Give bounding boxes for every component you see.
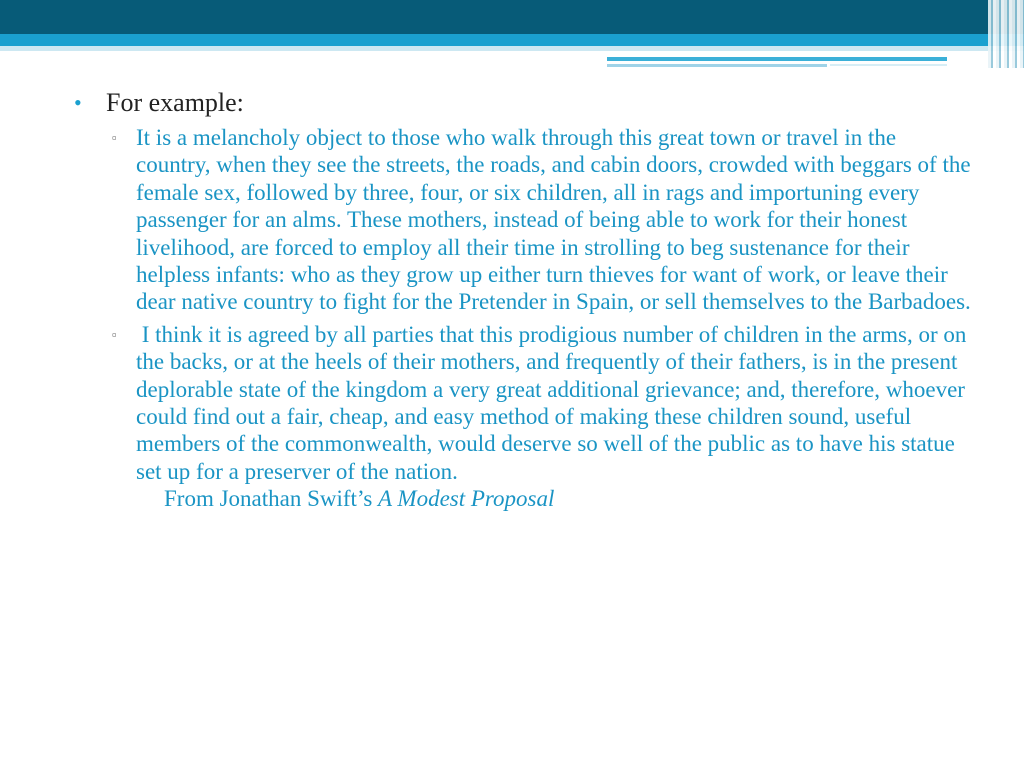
header-fade	[0, 46, 1024, 51]
paragraph-text: I think it is agreed by all parties that this prodigious number of children in the arms, or on the backs, or at the heels of their mothers, and frequently of their fathers, is in the present deplorable state of the kingdom a very great additional grievance; and, therefore, whoever could find out a fair, cheap, and easy method of making these children sound, useful members of the commonwealth, would deserve so well of the public as to have his statue set up for a preserver of the nation.	[136, 321, 973, 484]
attribution-title: A Modest Proposal	[378, 486, 555, 512]
attribution-prefix: From Jonathan Swift’s	[164, 486, 379, 512]
bullet-item-heading	[74, 86, 974, 120]
header-accent-band	[0, 34, 1024, 46]
sub-bullet-icon: ▫	[112, 326, 117, 342]
header-decor-line	[830, 64, 947, 66]
attribution	[136, 485, 972, 512]
quote-paragraph-2	[112, 321, 973, 513]
header-decor-line	[607, 64, 827, 67]
bullet-icon: •	[74, 90, 82, 115]
header-decor-stripes	[988, 0, 1024, 68]
paragraph-text: It is a melancholy object to those who walk through this great town or travel in the country, when they see the streets, the roads, and cabin doors, crowded with beggars of the female sex, followed by three, four, or six children, all in rags and importuning every passenger for an alms. These mothers, instead of being able to work for their honest livelihood, are forced to employ all their time in strolling to beg sustenance for their helpless infants: who as they grow up either turn thieves for want of work, or leave their dear native country to fight for the Pretender in Spain, or sell themselves to the Barbadoes.	[136, 125, 971, 315]
header-decor-line	[607, 57, 947, 61]
quote-paragraph-1	[112, 124, 972, 316]
sub-bullet-icon: ▫	[112, 130, 117, 145]
heading-text: For example:	[106, 88, 244, 117]
header-bar	[0, 0, 1024, 34]
slide-content	[74, 86, 974, 513]
